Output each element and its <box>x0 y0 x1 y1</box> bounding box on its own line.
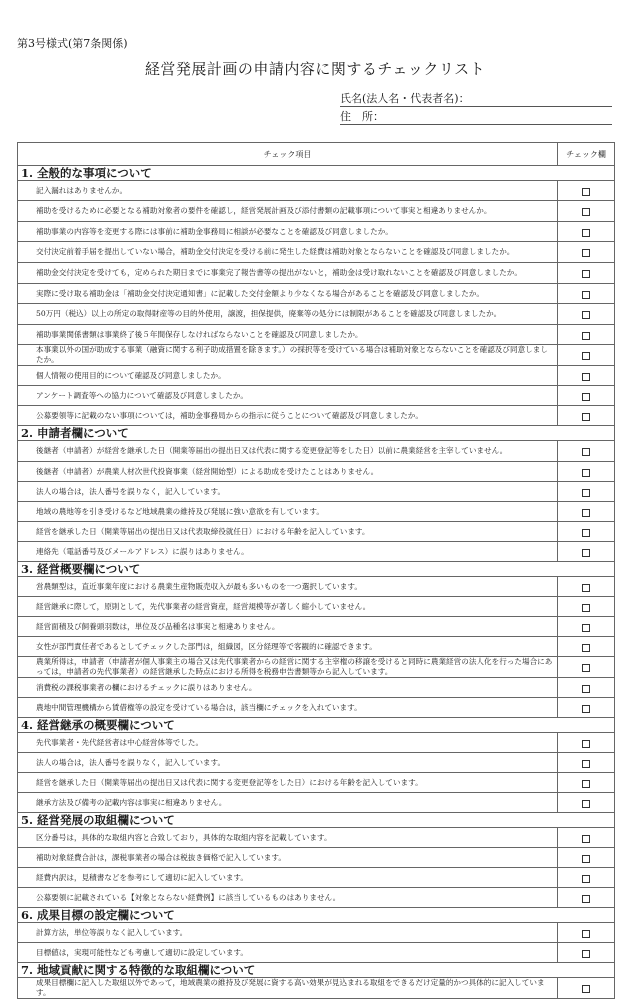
checklist-item-text: 経営継承に際して，原則として，先代事業者の経営資産，経営規模等が著しく縮小していません。 <box>18 597 558 617</box>
check-cell[interactable] <box>558 181 615 201</box>
checklist-row <box>18 482 615 502</box>
checklist-item-text: アンケート調査等への協力について確認及び同意しましたか。 <box>18 386 558 406</box>
checklist-row <box>18 698 615 718</box>
checkbox-icon[interactable] <box>582 448 590 456</box>
header-check-column: チェック欄 <box>558 143 615 166</box>
checklist-row <box>18 181 615 201</box>
section-title: 3. 経営概要欄について <box>18 562 615 577</box>
check-cell[interactable] <box>558 222 615 242</box>
checklist-row <box>18 441 615 462</box>
checklist-row <box>18 242 615 263</box>
checklist-row <box>18 943 615 963</box>
checklist-table <box>17 142 615 999</box>
checklist-item-text: 区分番号は，具体的な取組内容と合致しており，具体的な取組内容を記載しています。 <box>18 828 558 848</box>
checklist-row <box>18 304 615 325</box>
check-cell[interactable] <box>558 828 615 848</box>
checklist-item-text: 営農類型は，直近事業年度における農業生産物販売収入が最も多いものを一つ選択しています。 <box>18 577 558 597</box>
checkbox-icon[interactable] <box>582 835 590 843</box>
checklist-item-text: 先代事業者・先代経営者は中心経営体等でした。 <box>18 733 558 753</box>
checkbox-icon[interactable] <box>582 685 590 693</box>
check-cell[interactable] <box>558 325 615 345</box>
check-cell[interactable] <box>558 284 615 304</box>
checkbox-icon[interactable] <box>582 950 590 958</box>
checkbox-icon[interactable] <box>582 875 590 883</box>
checkbox-icon[interactable] <box>582 664 590 672</box>
section-title: 4. 経営継承の概要欄について <box>18 718 615 733</box>
checklist-row <box>18 406 615 426</box>
check-cell[interactable] <box>558 943 615 963</box>
checklist-item-text: 成果目標欄に記入した取組以外であって，地域農業の維持及び発展に資する高い効果が見込まれる取組をできるだけ定量的かつ具体的に記入しています。 <box>18 978 558 999</box>
checkbox-icon[interactable] <box>582 352 590 360</box>
section-title: 6. 成果目標の設定欄について <box>18 908 615 923</box>
checkbox-icon[interactable] <box>582 705 590 713</box>
checklist-item-text: 法人の場合は，法人番号を誤りなく，記入しています。 <box>18 753 558 773</box>
checklist-row <box>18 284 615 304</box>
checkbox-icon[interactable] <box>582 270 590 278</box>
checklist-row <box>18 617 615 637</box>
checklist-row <box>18 733 615 753</box>
checkbox-icon[interactable] <box>582 469 590 477</box>
checklist-row <box>18 366 615 386</box>
checklist-item-text: 公募要領に記載されている【対象とならない経費例】に該当しているものはありません。 <box>18 888 558 908</box>
checklist-item-text: 経営面積及び飼養頭羽数は，単位及び品種名は事実と相違ありません。 <box>18 617 558 637</box>
checkbox-icon[interactable] <box>582 249 590 257</box>
checkbox-icon[interactable] <box>582 529 590 537</box>
checklist-item-text: 公募要領等に記載のない事項については，補助金事務局からの指示に従うことについて確認及び同意しましたか。 <box>18 406 558 426</box>
checkbox-icon[interactable] <box>582 229 590 237</box>
checklist-row <box>18 828 615 848</box>
checkbox-icon[interactable] <box>582 393 590 401</box>
section-header <box>18 963 615 978</box>
check-cell[interactable] <box>558 406 615 426</box>
check-cell[interactable] <box>558 978 615 999</box>
checkbox-icon[interactable] <box>582 509 590 517</box>
section-header <box>18 908 615 923</box>
header-check-item: チェック項目 <box>18 143 558 166</box>
check-cell[interactable] <box>558 637 615 657</box>
checklist-row <box>18 793 615 813</box>
checklist-item-text: 補助金交付決定を受けても，定められた期日までに事業完了報告書等の提出がないと，補助金は受け取れないことを確認及び同意しましたか。 <box>18 263 558 284</box>
checkbox-icon[interactable] <box>582 930 590 938</box>
checklist-row <box>18 345 615 366</box>
checklist-row <box>18 773 615 793</box>
checklist-item-text: 補助を受けるために必要となる補助対象者の要件を確認し，経営発展計画及び添付書類の記載事項について事実と相違ありませんか。 <box>18 201 558 222</box>
checklist-item-text: 実際に受け取る補助金は「補助金交付決定通知書」に記載した交付金額より少なくなる場合があることを確認及び同意しましたか。 <box>18 284 558 304</box>
checkbox-icon[interactable] <box>582 895 590 903</box>
checkbox-icon[interactable] <box>582 780 590 788</box>
checklist-item-text: 連絡先（電話番号及びメールアドレス）に誤りはありません。 <box>18 542 558 562</box>
checklist-item-text: 補助対象経費合計は，課税事業者の場合は税抜き価格で記入しています。 <box>18 848 558 868</box>
checkbox-icon[interactable] <box>582 311 590 319</box>
checklist-row <box>18 848 615 868</box>
checklist-row <box>18 577 615 597</box>
check-cell[interactable] <box>558 263 615 284</box>
check-cell[interactable] <box>558 366 615 386</box>
checklist-row <box>18 201 615 222</box>
checkbox-icon[interactable] <box>582 489 590 497</box>
check-cell[interactable] <box>558 201 615 222</box>
section-header <box>18 426 615 441</box>
checklist-row <box>18 522 615 542</box>
checklist-item-text: 農業所得は，申請者（申請者が個人事業主の場合又は先代事業者からの経営に関する主宰権の移譲を受けると同時に農業経営の法人化を行った場合にあっては，申請者の先代事業者）の経営継承した時点における所得を税務申告書類等から記入しています。 <box>18 657 558 678</box>
checklist-row <box>18 888 615 908</box>
checkbox-icon[interactable] <box>582 855 590 863</box>
checklist-row <box>18 263 615 284</box>
check-cell[interactable] <box>558 386 615 406</box>
checklist-row <box>18 222 615 242</box>
checkbox-icon[interactable] <box>582 291 590 299</box>
form-number: 第3号様式(第7条関係) <box>17 37 128 50</box>
section-header <box>18 718 615 733</box>
check-cell[interactable] <box>558 441 615 462</box>
checklist-item-text: 後継者（申請者）が農業人材次世代投資事業（経営開始型）による助成を受けたことはありません。 <box>18 462 558 482</box>
checkbox-icon[interactable] <box>582 208 590 216</box>
checkbox-icon[interactable] <box>582 549 590 557</box>
checklist-item-text: 後継者（申請者）が経営を継承した日（開業等届出の提出日又は代表に関する変更登記等をした日）以前に農業経営を主宰していません。 <box>18 441 558 462</box>
checklist-item-text: 50万円（税込）以上の所定の取得財産等の目的外使用，譲渡，担保提供，廃棄等の処分には制限があることを確認及び同意しましたか。 <box>18 304 558 325</box>
checklist-row <box>18 597 615 617</box>
check-cell[interactable] <box>558 923 615 943</box>
checkbox-icon[interactable] <box>582 188 590 196</box>
checklist-item-text: 経営を継承した日（開業等届出の提出日又は代表に関する変更登記等をした日）における年齢を記入しています。 <box>18 773 558 793</box>
checklist-row <box>18 753 615 773</box>
checklist-row <box>18 978 615 999</box>
checklist-row <box>18 542 615 562</box>
check-cell[interactable] <box>558 597 615 617</box>
checklist-row <box>18 637 615 657</box>
checkbox-icon[interactable] <box>582 760 590 768</box>
checklist-item-text: 目標値は，実現可能性なども考慮して適切に設定しています。 <box>18 943 558 963</box>
check-cell[interactable] <box>558 888 615 908</box>
section-header <box>18 813 615 828</box>
checklist-body <box>18 166 615 999</box>
checklist-item-text: 本事業以外の国が助成する事業（融資に関する利子助成措置を除きます。）の採択等を受けている場合は補助対象とならないことを確認及び同意しましたか。 <box>18 345 558 366</box>
check-cell[interactable] <box>558 617 615 637</box>
checkbox-icon[interactable] <box>582 332 590 340</box>
checkbox-icon[interactable] <box>582 644 590 652</box>
checklist-row <box>18 325 615 345</box>
checkbox-icon[interactable] <box>582 413 590 421</box>
checklist-item-text: 女性が部門責任者であるとしてチェックした部門は，組織図，区分経理等で客観的に確認できます。 <box>18 637 558 657</box>
checklist-item-text: 地域の農地等を引き受けるなど地域農業の維持及び発展に強い意欲を有しています。 <box>18 502 558 522</box>
checklist-item-text: 継承方法及び備考の記載内容は事実に相違ありません。 <box>18 793 558 813</box>
check-cell[interactable] <box>558 577 615 597</box>
check-cell[interactable] <box>558 868 615 888</box>
applicant-name-field[interactable]: 氏名(法人名・代表者名)： <box>340 92 612 107</box>
checkbox-icon[interactable] <box>582 800 590 808</box>
section-title: 5. 経営発展の取組欄について <box>18 813 615 828</box>
checklist-item-text: 経営を継承した日（開業等届出の提出日又は代表取締役就任日）における年齢を記入しています。 <box>18 522 558 542</box>
checklist-row <box>18 386 615 406</box>
checklist-item-text: 消費税の課税事業者の欄におけるチェックに誤りはありません。 <box>18 678 558 698</box>
check-cell[interactable] <box>558 698 615 718</box>
section-title: 7. 地域貢献に関する特徴的な取組欄について <box>18 963 615 978</box>
applicant-address-field[interactable]: 住 所： <box>340 110 612 125</box>
checklist-item-text: 経費内訳は，見積書などを参考にして適切に記入しています。 <box>18 868 558 888</box>
check-cell[interactable] <box>558 522 615 542</box>
section-header <box>18 562 615 577</box>
section-header <box>18 166 615 181</box>
checklist-item-text: 補助事業の内容等を変更する際には事前に補助金事務局に相談が必要なことを確認及び同意しましたか。 <box>18 222 558 242</box>
checklist-item-text: 記入漏れはありませんか。 <box>18 181 558 201</box>
page-title: 経営発展計画の申請内容に関するチェックリスト <box>144 60 486 78</box>
section-title: 2. 申請者欄について <box>18 426 615 441</box>
check-cell[interactable] <box>558 304 615 325</box>
checklist-row <box>18 502 615 522</box>
checkbox-icon[interactable] <box>582 373 590 381</box>
checkbox-icon[interactable] <box>582 740 590 748</box>
checklist-row <box>18 678 615 698</box>
table-header-row <box>18 143 615 166</box>
checklist-item-text: 農地中間管理機構から賃借権等の設定を受けている場合は，該当欄にチェックを入れています。 <box>18 698 558 718</box>
check-cell[interactable] <box>558 502 615 522</box>
checklist-item-text: 交付決定前着手届を提出していない場合，補助金交付決定を受ける前に発生した経費は補助対象とならないことを確認及び同意しましたか。 <box>18 242 558 263</box>
check-cell[interactable] <box>558 657 615 678</box>
check-cell[interactable] <box>558 242 615 263</box>
checklist-item-text: 補助事業関係書類は事業終了後５年間保存しなければならないことを確認及び同意しましたか。 <box>18 325 558 345</box>
checkbox-icon[interactable] <box>582 985 590 993</box>
check-cell[interactable] <box>558 462 615 482</box>
checkbox-icon[interactable] <box>582 604 590 612</box>
checklist-item-text: 計算方法，単位等誤りなく記入しています。 <box>18 923 558 943</box>
checklist-item-text: 法人の場合は，法人番号を誤りなく，記入しています。 <box>18 482 558 502</box>
check-cell[interactable] <box>558 345 615 366</box>
check-cell[interactable] <box>558 733 615 753</box>
check-cell[interactable] <box>558 678 615 698</box>
check-cell[interactable] <box>558 753 615 773</box>
checklist-item-text: 個人情報の使用目的について確認及び同意しましたか。 <box>18 366 558 386</box>
checkbox-icon[interactable] <box>582 584 590 592</box>
check-cell[interactable] <box>558 848 615 868</box>
checklist-row <box>18 657 615 678</box>
section-title: 1. 全般的な事項について <box>18 166 615 181</box>
check-cell[interactable] <box>558 773 615 793</box>
check-cell[interactable] <box>558 482 615 502</box>
check-cell[interactable] <box>558 793 615 813</box>
check-cell[interactable] <box>558 542 615 562</box>
checklist-row <box>18 868 615 888</box>
checkbox-icon[interactable] <box>582 624 590 632</box>
checklist-row <box>18 923 615 943</box>
checklist-row <box>18 462 615 482</box>
